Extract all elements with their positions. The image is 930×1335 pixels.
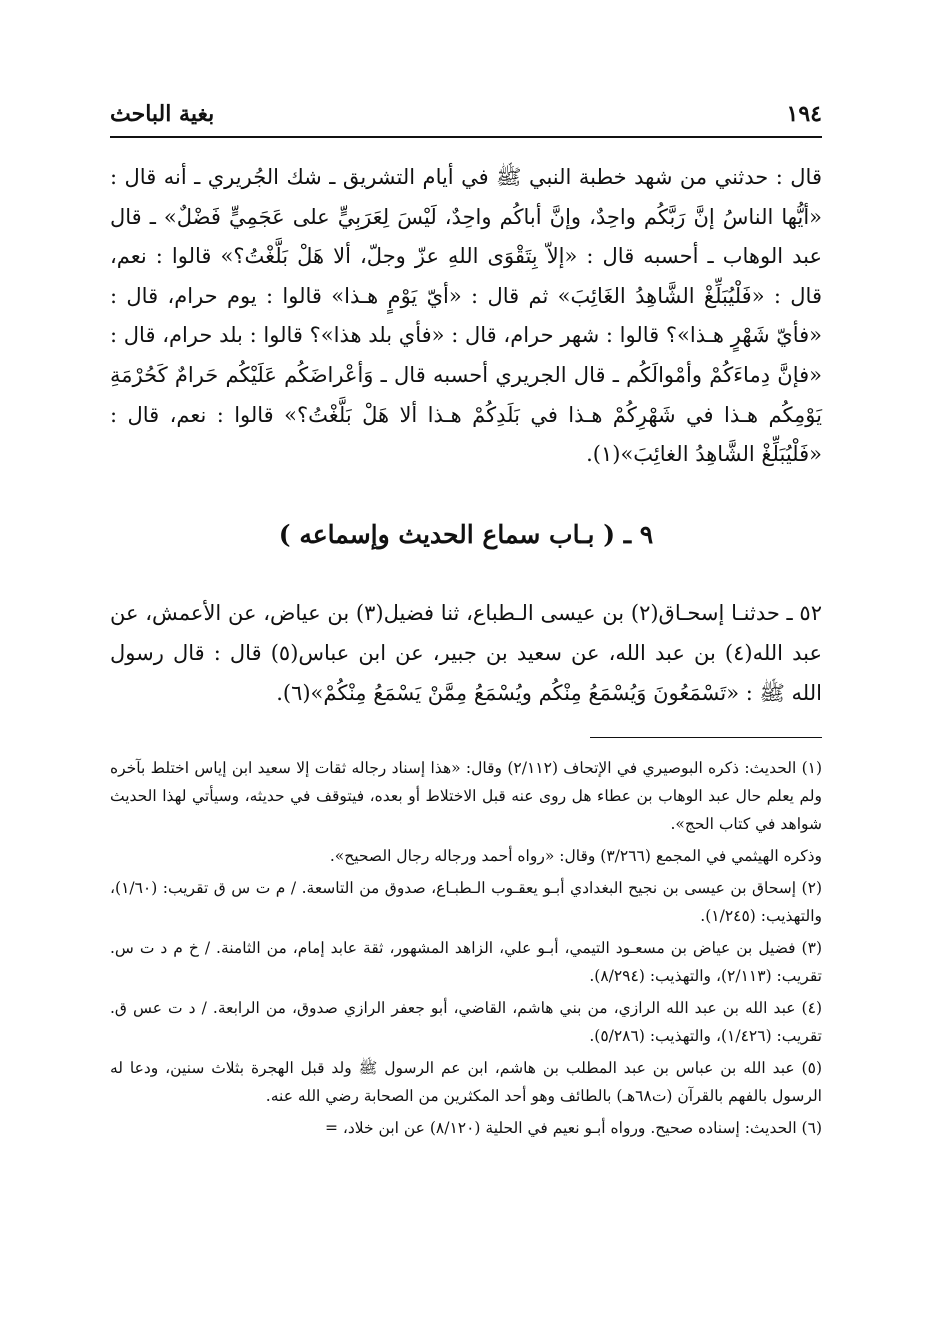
footnote-2: (٢) إسحاق بن عيسى بن نجيح البغدادي أبـو يعقـوب الـطبـاع، صدوق من التاسعة. / م ت س ق تقريب: (١/٦٠)، والتهذيب: (١/٢٤٥). [110, 879, 822, 925]
footnote-1: (١) الحديث: ذكره البوصيري في الإتحاف (٢/١١٢) وقال: «هذا إسناد رجاله ثقات إلا سعيد ابن إياس اختلط بآخره ولم يعلم حال عبد الوهاب بن عطاء هل روى عنه قبل الاختلاط أو بعده، فيتوقف في حديثه، وسيأتي لهذا الحديث شواهد في كتاب الحج». [110, 759, 823, 833]
footnote-1-cont: وذكره الهيثمي في المجمع (٣/٢٦٦) وقال: «رواه أحمد ورجاله رجال الصحيح». [329, 847, 822, 865]
page-number: ١٩٤ [786, 101, 822, 127]
hadith-paragraph: قال : حدثني من شهد خطبة النبي ﷺ في أيام التشريق ـ شك الجُريري ـ أنه قال : «أيُّها الناسُ إنَّ رَبَّكُم واحِدٌ، وإنَّ أباكُم واحِدٌ، لَيْسَ لِعَرَبِيٍّ على عَجَمِيٍّ فَضْلٌ» ـ قال عبد الوهاب ـ أحسبه قال : «إلاّ بِتَقْوَى اللهِ عزّ وجلّ، ألا هَلْ بَلَّغْتُ؟» قالوا : نعم، قال : «فَلْيُبَلِّغْ الشَّاهِدُ الغَائِبَ» ثم قال : «أيّ يَوْمٍ هـذا» قالوا : يوم حرام، قال : «فأيّ شَهْرٍ هـذا»؟ قالوا : شهر حرام، قال : «فأي بلد هذا»؟ قالوا : بلد حرام، قال : «فإنَّ دِماءَكُمْ وأمْوالَكُم ـ قال الجريري أحسبه قال ـ وَأعْراضَكُم عَلَيْكُم حَرامٌ كَحُرْمَةِ يَوْمِكُم هـذا في شَهْرِكُمْ هـذا في بَلَدِكُمْ هـذا ألا هَلْ بَلَّغْتُ؟» قالوا : نعم، قال : «فَلْيُبَلِّغْ الشَّاهِدُ الغائِبَ»(١). [110, 165, 822, 467]
hadith-52-text: ٥٢ ـ حدثنـا إسحـاق(٢) بن عيسى الـطباع، ثنا فضيل(٣) بن عياض، عن الأعمش، عن عبد الله(٤) بن عبد الله، عن سعيد بن جبير، عن ابن عباس(٥) قال : قال رسول الله ﷺ : «تَسْمَعُونَ وَيُسْمَعُ مِنْكُم ويُسْمَعُ مِمَّنْ يَسْمَعُ مِنْكُمْ»(٦). [110, 601, 823, 705]
footnote-3: (٣) فضيل بن عياض بن مسعـود التيمي، أبـو علي، الزاهد المشهور، ثقة عابد إمام، من الثامنة. / خ م د ت س. تقريب: (٢/١١٣)، والتهذيب: (٨/٢٩٤). [110, 939, 822, 985]
footnote-5: (٥) عبد الله بن عباس بن عبد المطلب بن هاشم، ابن عم الرسول ﷺ ولد قبل الهجرة بثلاث سنين، ودعا له الرسول بالفهم بالقرآن (ت٦٨هـ) بالطائف وهو أحد المكثرين من الصحابة رضي الله عنه. [110, 1059, 822, 1105]
main-text [110, 158, 822, 475]
footnote-4: (٤) عبد الله بن عبد الله الرازي، من بني هاشم، القاضي، أبو جعفر الرازي صدوق، من الرابعة. / د ت عس ق. تقريب: (١/٤٢٦)، والتهذيب: (٥/٢٨٦). [110, 999, 822, 1045]
book-title: بغية الباحث [110, 101, 215, 127]
footnote-6: (٦) الحديث: إسناده صحيح. ورواه أبـو نعيم في الحلية (٨/١٢٠) عن ابن خلاد، = [324, 1119, 822, 1137]
footnote-separator [590, 737, 822, 738]
section-heading: ٩ ـ ( بـاب سماع الحديث وإسماعه ) [278, 520, 654, 549]
footnotes [110, 754, 822, 1146]
hadith-52 [110, 593, 822, 713]
page-header [110, 92, 822, 138]
